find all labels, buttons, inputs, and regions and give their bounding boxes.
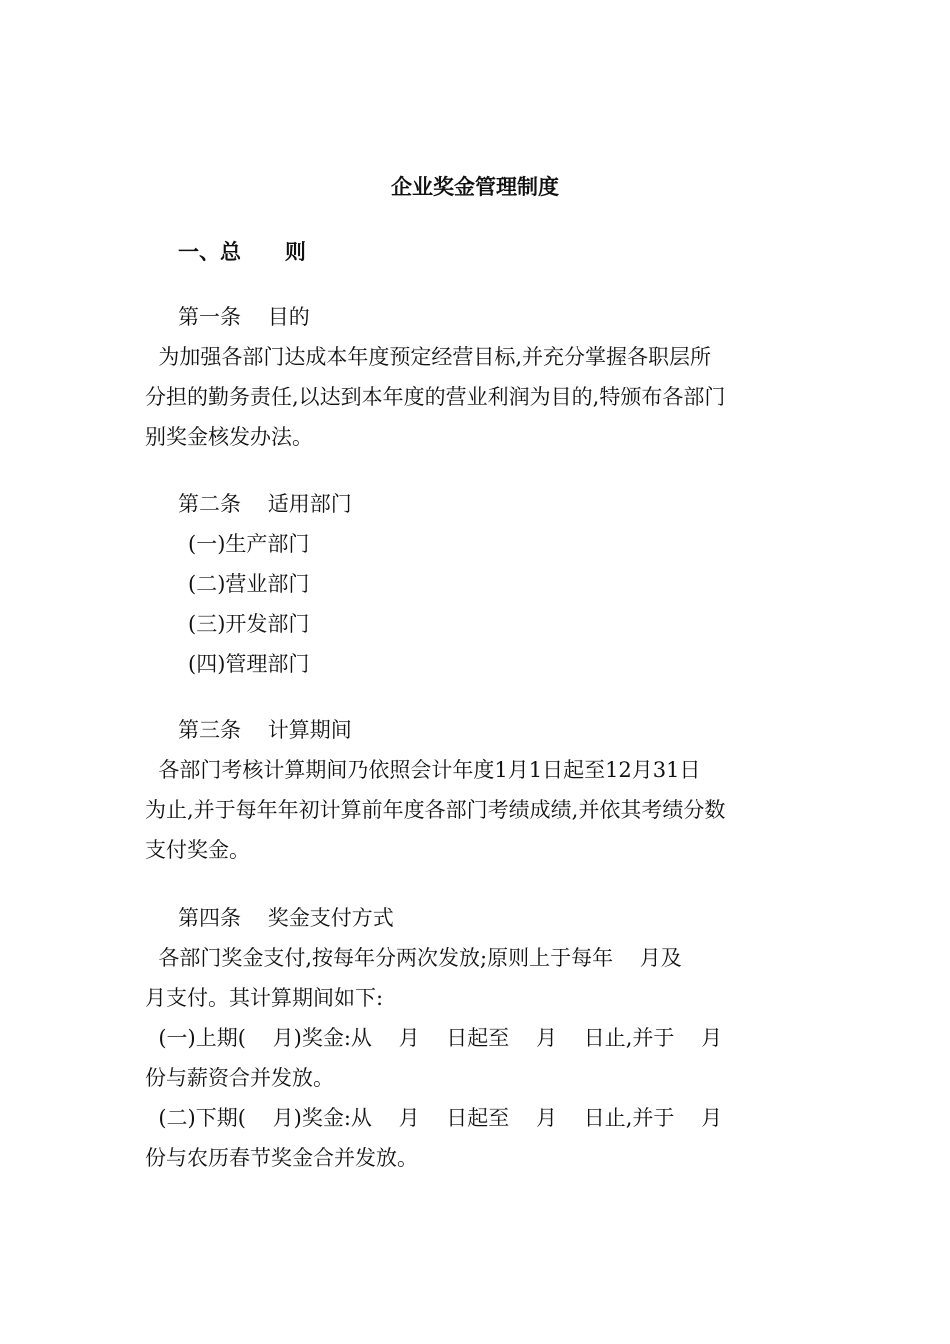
article-4-line: 月支付。其计算期间如下: — [145, 986, 384, 1010]
article-4-line: 份与农历春节奖金合并发放。 — [145, 1146, 418, 1170]
article-3-line: 为止,并于每年年初计算前年度各部门考绩成绩,并依其考绩分数 — [145, 798, 726, 822]
article-2-heading: 第二条 适用部门 — [178, 492, 352, 516]
article-4-line: (二)下期( 月)奖金:从 月 日起至 月 日止,并于 月 — [145, 1106, 723, 1130]
article-3-heading: 第三条 计算期间 — [178, 718, 352, 742]
article-3-line: 各部门考核计算期间乃依照会计年度1月1日起至12月31日 — [145, 758, 701, 782]
article-4-line: 份与薪资合并发放。 — [145, 1066, 334, 1090]
article-1-line: 别奖金核发办法。 — [145, 425, 313, 449]
department-item: (四)管理部门 — [188, 652, 310, 676]
article-1-line: 分担的勤务责任,以达到本年度的营业利润为目的,特颁布各部门 — [145, 385, 726, 409]
department-item: (二)营业部门 — [188, 572, 310, 596]
article-1-line: 为加强各部门达成本年度预定经营目标,并充分掌握各职层所 — [145, 345, 712, 369]
article-4-line: (一)上期( 月)奖金:从 月 日起至 月 日止,并于 月 — [145, 1026, 723, 1050]
document-title: 企业奖金管理制度 — [391, 174, 559, 199]
article-4-line: 各部门奖金支付,按每年分两次发放;原则上于每年 月及 — [145, 946, 682, 970]
article-1-heading: 第一条 目的 — [178, 305, 310, 329]
department-item: (一)生产部门 — [188, 532, 310, 556]
department-item: (三)开发部门 — [188, 612, 310, 636]
chapter-heading-general: 一、总 则 — [178, 239, 306, 264]
article-3-line: 支付奖金。 — [145, 838, 250, 862]
article-4-heading: 第四条 奖金支付方式 — [178, 906, 394, 930]
